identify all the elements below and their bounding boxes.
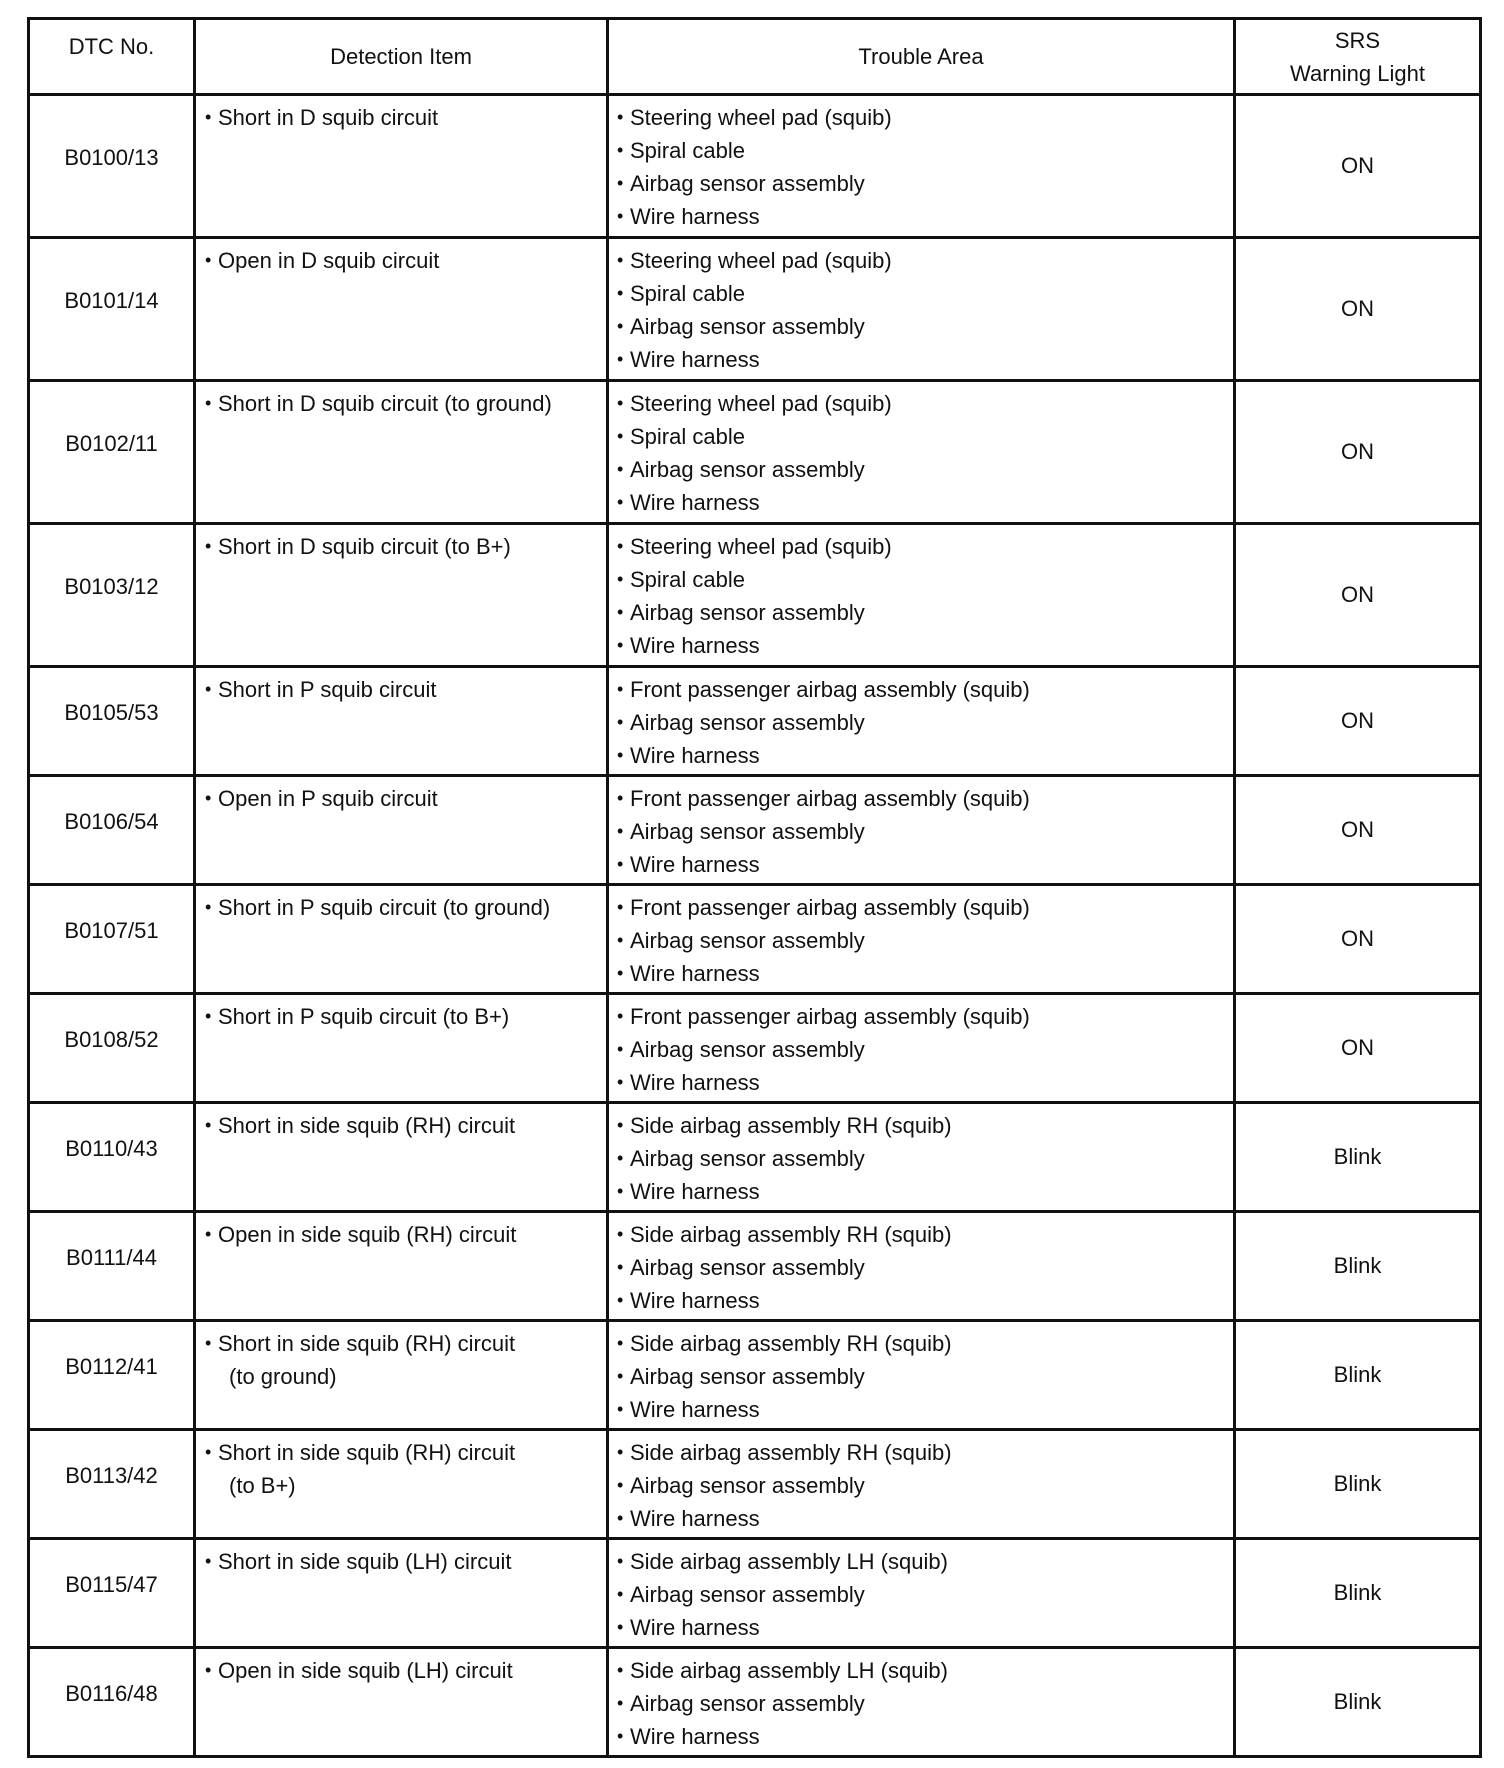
- trouble-area-item: • Side airbag assembly RH (squib): [617, 1109, 1233, 1142]
- srs-warning-light-cell: [1235, 1212, 1481, 1321]
- dtc-code: B0101/14: [64, 288, 159, 313]
- srs-warning-light-status: ON: [1341, 926, 1374, 951]
- srs-warning-light-cell: [1235, 524, 1481, 667]
- srs-warning-light-status: ON: [1341, 708, 1374, 733]
- detection-item-text: • Open in side squib (LH) circuit: [205, 1654, 600, 1687]
- srs-warning-light-cell: [1235, 1539, 1481, 1648]
- trouble-area-item: • Airbag sensor assembly: [617, 1687, 1233, 1720]
- detection-item-text: • Short in D squib circuit (to B+): [205, 530, 600, 563]
- dtc-code-cell: [29, 776, 195, 885]
- dtc-code: B0113/42: [65, 1463, 158, 1488]
- dtc-table: [27, 17, 1482, 1758]
- trouble-area-item: • Side airbag assembly RH (squib): [617, 1436, 1233, 1469]
- dtc-code: B0112/41: [65, 1354, 158, 1379]
- trouble-area-cell: [608, 1321, 1235, 1430]
- trouble-area-item: • Airbag sensor assembly: [617, 1033, 1233, 1066]
- trouble-area-cell: [608, 524, 1235, 667]
- dtc-code: B0106/54: [64, 809, 159, 834]
- srs-warning-light-status: Blink: [1333, 1362, 1382, 1387]
- trouble-area-item: • Front passenger airbag assembly (squib): [617, 1000, 1233, 1033]
- detection-item-cell: [195, 1648, 608, 1757]
- trouble-area-item: • Wire harness: [617, 848, 1233, 881]
- trouble-area-item: • Wire harness: [617, 1611, 1233, 1644]
- detection-item-cell: [195, 524, 608, 667]
- trouble-area-item: • Spiral cable: [617, 420, 1233, 453]
- table-row: [29, 994, 1481, 1103]
- dtc-code-cell: [29, 1539, 195, 1648]
- dtc-code: B0108/52: [64, 1027, 159, 1052]
- trouble-area-item: • Spiral cable: [617, 277, 1233, 310]
- srs-warning-light-status: ON: [1341, 817, 1374, 842]
- srs-warning-light-cell: [1235, 994, 1481, 1103]
- detection-item-text: • Short in D squib circuit: [205, 101, 600, 134]
- trouble-area-item: • Front passenger airbag assembly (squib): [617, 673, 1233, 706]
- trouble-area-item: • Airbag sensor assembly: [617, 310, 1233, 343]
- trouble-area-item: • Wire harness: [617, 629, 1233, 662]
- trouble-area-item: • Wire harness: [617, 1284, 1233, 1317]
- trouble-area-item: • Airbag sensor assembly: [617, 706, 1233, 739]
- dtc-code-cell: [29, 1321, 195, 1430]
- srs-warning-light-cell: [1235, 381, 1481, 524]
- detection-item-text: • Open in side squib (RH) circuit: [205, 1218, 600, 1251]
- trouble-area-cell: [608, 1648, 1235, 1757]
- trouble-area-item: • Airbag sensor assembly: [617, 1251, 1233, 1284]
- dtc-code-cell: [29, 1103, 195, 1212]
- detection-item-text: • Short in side squib (RH) circuit: [205, 1436, 600, 1469]
- trouble-area-item: • Wire harness: [617, 1066, 1233, 1099]
- table-row: [29, 1430, 1481, 1539]
- trouble-area-cell: [608, 95, 1235, 238]
- detection-item-text: (to ground): [229, 1364, 337, 1389]
- detection-item-cell: [195, 885, 608, 994]
- trouble-area-item: • Wire harness: [617, 1720, 1233, 1753]
- detection-item-cell: [195, 1321, 608, 1430]
- trouble-area-item: • Steering wheel pad (squib): [617, 101, 1233, 134]
- detection-item-text: (to B+): [229, 1473, 296, 1498]
- detection-item-text: • Short in side squib (RH) circuit: [205, 1327, 600, 1360]
- detection-item-text: • Short in P squib circuit (to B+): [205, 1000, 600, 1033]
- dtc-code: B0116/48: [65, 1681, 158, 1706]
- srs-warning-light-cell: [1235, 885, 1481, 994]
- trouble-area-item: • Airbag sensor assembly: [617, 924, 1233, 957]
- srs-warning-light-status: Blink: [1333, 1144, 1382, 1169]
- detection-item-text: • Short in side squib (LH) circuit: [205, 1545, 600, 1578]
- srs-warning-light-status: Blink: [1333, 1471, 1382, 1496]
- trouble-area-item: • Side airbag assembly RH (squib): [617, 1218, 1233, 1251]
- detection-item-cell: [195, 776, 608, 885]
- detection-item-cell: [195, 667, 608, 776]
- detection-item-cell: [195, 1212, 608, 1321]
- trouble-area-item: • Side airbag assembly RH (squib): [617, 1327, 1233, 1360]
- trouble-area-item: • Steering wheel pad (squib): [617, 387, 1233, 420]
- trouble-area-item: • Airbag sensor assembly: [617, 1578, 1233, 1611]
- dtc-code: B0102/11: [65, 431, 158, 456]
- srs-warning-light-status: Blink: [1333, 1580, 1382, 1605]
- trouble-area-item: • Wire harness: [617, 343, 1233, 376]
- detection-item-cell: [195, 994, 608, 1103]
- srs-warning-light-cell: [1235, 1430, 1481, 1539]
- table-row: [29, 667, 1481, 776]
- dtc-code-cell: [29, 381, 195, 524]
- table-row: [29, 1539, 1481, 1648]
- trouble-area-item: • Front passenger airbag assembly (squib): [617, 891, 1233, 924]
- table-row: [29, 1648, 1481, 1757]
- trouble-area-cell: [608, 885, 1235, 994]
- detection-item-text: • Short in side squib (RH) circuit: [205, 1109, 600, 1142]
- trouble-area-item: • Wire harness: [617, 200, 1233, 233]
- srs-warning-light-status: Blink: [1333, 1253, 1382, 1278]
- srs-warning-light-cell: [1235, 1103, 1481, 1212]
- trouble-area-cell: [608, 667, 1235, 776]
- srs-warning-light-cell: [1235, 1648, 1481, 1757]
- table-row: [29, 524, 1481, 667]
- trouble-area-cell: [608, 1430, 1235, 1539]
- trouble-area-item: • Steering wheel pad (squib): [617, 530, 1233, 563]
- trouble-area-item: • Airbag sensor assembly: [617, 1360, 1233, 1393]
- srs-warning-light-status: ON: [1341, 296, 1374, 321]
- dtc-code-cell: [29, 994, 195, 1103]
- dtc-code-cell: [29, 1430, 195, 1539]
- header-srs-line2: Warning Light: [1290, 60, 1425, 86]
- detection-item-text: • Short in P squib circuit (to ground): [205, 891, 600, 924]
- header-srs-warning-light: [1235, 19, 1481, 95]
- trouble-area-item: • Wire harness: [617, 1175, 1233, 1208]
- dtc-code-cell: [29, 1648, 195, 1757]
- trouble-area-item: • Steering wheel pad (squib): [617, 244, 1233, 277]
- detection-item-text: • Short in P squib circuit: [205, 673, 600, 706]
- dtc-code: B0110/43: [65, 1136, 158, 1161]
- srs-warning-light-status: ON: [1341, 582, 1374, 607]
- header-row: [29, 19, 1481, 95]
- detection-item-cell: [195, 238, 608, 381]
- dtc-code: B0107/51: [64, 918, 159, 943]
- dtc-code-cell: [29, 885, 195, 994]
- srs-warning-light-status: ON: [1341, 1035, 1374, 1060]
- table-row: [29, 1321, 1481, 1430]
- dtc-code: B0100/13: [64, 145, 159, 170]
- srs-warning-light-status: ON: [1341, 439, 1374, 464]
- detection-item-text: • Short in D squib circuit (to ground): [205, 387, 600, 420]
- trouble-area-cell: [608, 1212, 1235, 1321]
- detection-item-cell: [195, 381, 608, 524]
- trouble-area-item: • Airbag sensor assembly: [617, 453, 1233, 486]
- srs-warning-light-status: ON: [1341, 153, 1374, 178]
- table-row: [29, 238, 1481, 381]
- header-srs-line1: SRS: [1334, 27, 1381, 53]
- trouble-area-cell: [608, 238, 1235, 381]
- srs-warning-light-cell: [1235, 238, 1481, 381]
- srs-warning-light-cell: [1235, 667, 1481, 776]
- trouble-area-item: • Spiral cable: [617, 563, 1233, 596]
- dtc-code: B0115/47: [65, 1572, 158, 1597]
- detection-item-cell: [195, 1103, 608, 1212]
- srs-warning-light-status: Blink: [1333, 1689, 1382, 1714]
- header-trouble-area: Trouble Area: [608, 19, 1235, 95]
- dtc-code-cell: [29, 95, 195, 238]
- detection-item-cell: [195, 1539, 608, 1648]
- trouble-area-item: • Side airbag assembly LH (squib): [617, 1545, 1233, 1578]
- trouble-area-item: • Wire harness: [617, 486, 1233, 519]
- table-row: [29, 1103, 1481, 1212]
- dtc-code-cell: [29, 524, 195, 667]
- header-detection-item: Detection Item: [195, 19, 608, 95]
- trouble-area-cell: [608, 776, 1235, 885]
- dtc-code-cell: [29, 1212, 195, 1321]
- trouble-area-item: • Wire harness: [617, 1393, 1233, 1426]
- srs-warning-light-cell: [1235, 1321, 1481, 1430]
- srs-warning-light-cell: [1235, 95, 1481, 238]
- trouble-area-item: • Airbag sensor assembly: [617, 167, 1233, 200]
- trouble-area-item: • Wire harness: [617, 739, 1233, 772]
- srs-warning-light-cell: [1235, 776, 1481, 885]
- trouble-area-item: • Side airbag assembly LH (squib): [617, 1654, 1233, 1687]
- detection-item-text: • Open in D squib circuit: [205, 244, 600, 277]
- trouble-area-item: • Wire harness: [617, 957, 1233, 990]
- trouble-area-item: • Airbag sensor assembly: [617, 1142, 1233, 1175]
- trouble-area-cell: [608, 994, 1235, 1103]
- detection-item-text: • Open in P squib circuit: [205, 782, 600, 815]
- table-row: [29, 1212, 1481, 1321]
- table-row: [29, 95, 1481, 238]
- table-row: [29, 776, 1481, 885]
- trouble-area-cell: [608, 1539, 1235, 1648]
- table-row: [29, 381, 1481, 524]
- trouble-area-cell: [608, 1103, 1235, 1212]
- trouble-area-cell: [608, 381, 1235, 524]
- detection-item-cell: [195, 95, 608, 238]
- dtc-code-cell: [29, 238, 195, 381]
- table-row: [29, 885, 1481, 994]
- dtc-code: B0111/44: [66, 1245, 157, 1270]
- header-dtc-no: DTC No.: [29, 19, 195, 95]
- trouble-area-item: • Wire harness: [617, 1502, 1233, 1535]
- dtc-code: B0105/53: [64, 700, 159, 725]
- trouble-area-item: • Front passenger airbag assembly (squib): [617, 782, 1233, 815]
- table-body: [29, 95, 1481, 1757]
- detection-item-cell: [195, 1430, 608, 1539]
- dtc-code: B0103/12: [64, 574, 159, 599]
- dtc-code-cell: [29, 667, 195, 776]
- trouble-area-item: • Spiral cable: [617, 134, 1233, 167]
- trouble-area-item: • Airbag sensor assembly: [617, 815, 1233, 848]
- trouble-area-item: • Airbag sensor assembly: [617, 1469, 1233, 1502]
- trouble-area-item: • Airbag sensor assembly: [617, 596, 1233, 629]
